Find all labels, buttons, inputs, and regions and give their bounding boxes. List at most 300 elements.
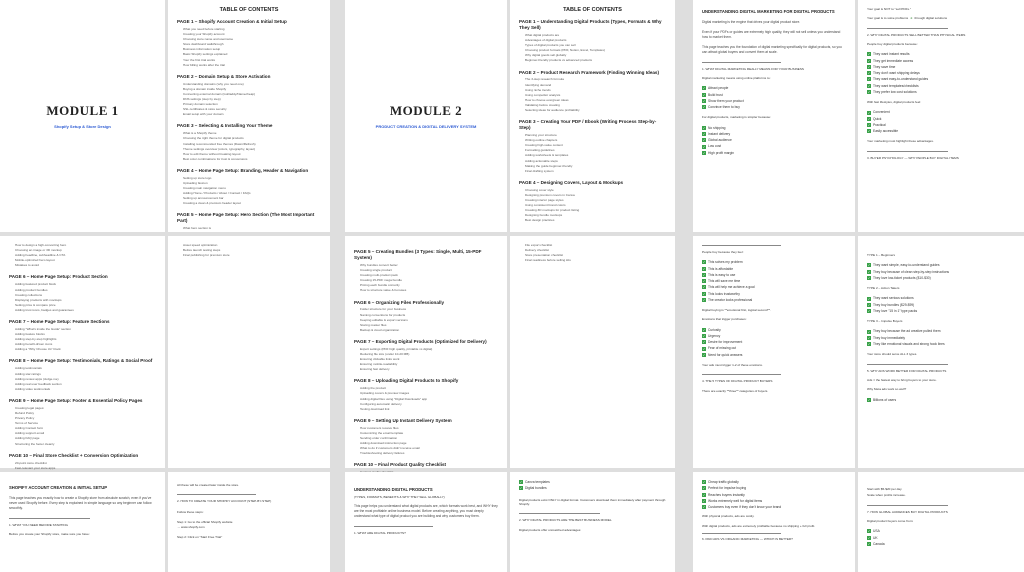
checklist-item-label: Build trust [708,92,723,97]
toc-item: Beginner-friendly products vs advanced products [525,58,593,63]
toc-section-title: PAGE 3 – Selecting & Installing Your Theme [177,123,273,129]
module-subtitle: Shopify Setup & Store Design [54,124,111,129]
label: Digital marketing means using online platforms to: [702,76,771,81]
checkmark-icon: ✓ [702,505,706,510]
toc-section-title: PAGE 9 – Setting Up Instant Delivery System [354,417,452,423]
toc-item: Customizing the email template [360,430,404,435]
divider [9,518,90,519]
label: Your goal is NOT to "sell PDFs." [867,7,911,11]
toc-item: Final publishing for premium store [183,253,230,258]
page-module-1-toc-3 [168,236,330,468]
checklist [702,259,846,303]
toc-item: The 3-step research formula [525,77,564,82]
toc-item: Setting up announcement bar [183,196,224,201]
question-heading: 1. WHAT DIGITAL MARKETING REALLY MEANS FOR YOUR BUSINESS [702,66,804,71]
label: With digital products, ads are extremely profitable because no shipping + full profit. [702,523,816,528]
checklist-item-label: They want serious solutions [873,296,914,301]
toc-item: Ensuring clickable links work [360,357,400,362]
checkmark-icon: ✓ [702,260,706,265]
checkmark-icon: ✓ [867,342,871,347]
checkmark-icon: ✓ [867,302,871,307]
divider [354,526,433,527]
toc-section-title: PAGE 2 – Product Research Framework (Finding Winning Ideas) [519,69,660,75]
checkmark-icon: ✓ [867,83,871,88]
checklist-item-label: Convince them to buy [708,105,740,110]
label: People buy digital products because: [867,41,918,46]
checklist-item-label: Attract people [708,86,729,91]
checkmark-icon: ✓ [867,535,871,540]
checkmark-icon: ✓ [702,291,706,296]
checklist-item-label: Easily accessible [873,129,899,134]
toc-item: Backup & cloud organization [360,327,400,332]
checkmark-icon: ✓ [702,480,706,485]
checklist-item-label: Customers buy even if they don't know your brand [708,505,782,509]
toc-item: Buying a domain inside Shopify [183,86,227,91]
label: With fast lifestyles, digital products feel: [867,100,921,105]
label: With physical products, ads are costly. [702,514,755,519]
toc-item: Pricing each bundle correctly [360,283,400,288]
toc-item: Creating multi-product pack [360,273,398,278]
toc-list [354,249,498,481]
toc-item: Sending order confirmation [360,435,398,440]
toc-section-title: PAGE 1 – Understanding Digital Products (Types, Formats & Why They Sell) [519,19,662,30]
toc-item: Formatting guidelines [525,148,555,153]
toc-item: Using competitor analysis [525,92,561,97]
page-module-2-cover [345,0,507,232]
checklist-item-label: Quick [873,116,882,121]
checklist-item-label: This is affordable [708,266,734,271]
toc-item: Mobile-optimized hero layout [15,258,55,263]
checklist-item-label: High profit margin [708,150,735,155]
toc-section-title: PAGE 10 – Final Store Checklist + Conversion Optimization [9,452,139,458]
checklist-item-label: Show them your product [708,98,744,103]
checkmark-icon: ✓ [702,138,706,143]
toc-item: Adding support email [15,431,45,436]
checklist-item-label: Canada [873,541,885,546]
checklist-item-label: Desire for improvement [708,340,743,345]
toc-item: How to structure value & bonuses [360,288,407,293]
checkmark-icon: ✓ [867,269,871,274]
toc-item: Creating collections [15,292,42,297]
checkmark-icon: ✓ [867,89,871,94]
toc-item: What to do if customers didn't receive email [360,446,420,451]
toc-item: What you need before starting [183,26,225,31]
page-title: UNDERSTANDING DIGITAL PRODUCTS [354,487,433,492]
checklist-item-label: They love low-ticket products ($10-$30) [873,275,931,280]
label: Digital buying is **emotional first, logical second**. [702,308,771,313]
label: Scale when profits increase. [867,493,906,498]
checkmark-icon: ✓ [702,125,706,130]
checklist [519,479,666,492]
toc-item: Connecting external domain (GoDaddy/Namecheap) [183,91,256,96]
toc-item: Troubleshooting delivery failures [360,451,405,456]
toc-item: What is a Shopify theme [183,131,217,136]
label: Digital product buyers come from: [867,518,914,523]
step: Step 1: Go to the official Shopify website [177,519,233,524]
toc-item: Displaying products with mockups [15,297,62,302]
divider [867,364,948,365]
page-understanding-digital [345,472,507,572]
checklist-item-label: This solves my problem [708,260,743,265]
checklist-item-label: Billions of users [873,397,897,402]
checkmark-icon: ✓ [867,110,871,115]
checkmark-icon: ✓ [867,71,871,76]
checklist-item-label: Reaches buyers instantly [708,492,745,497]
toc-item: Using consistent brand colors [525,203,566,208]
page-title: SHOPIFY ACCOUNT CREATION & INITIAL SETUP [9,485,108,490]
toc-item: Adding digital files using "Digital Downloads" app [360,396,428,401]
question-heading: 4. THE 5 TYPES OF DIGITAL PRODUCT BUYERS [702,379,773,384]
page-module-2-toc [510,0,675,232]
checklist [867,328,1015,347]
toc-item: Final drafting system [525,168,554,173]
checkmark-icon: ✓ [702,346,706,351]
checklist-item-label: The creator looks professional [708,297,753,302]
intro-paragraphs [702,20,846,55]
toc-list [177,19,321,231]
checklist [867,109,1015,134]
toc-item: Creating single product [360,268,392,273]
page-module-1-toc-2 [0,236,165,468]
toc-item: Installing recommended free themes (Dawn/Refresh) [183,141,256,146]
checklist-item [702,352,846,358]
checkmark-icon: ✓ [702,492,706,497]
toc-item: Adding real user feedback section [15,381,62,386]
toc-item: Terms of Service [15,421,39,426]
checklist-item-label: This will help me achieve a goal [708,285,755,290]
checklist [702,479,846,510]
checkmark-icon: ✓ [867,397,871,402]
checklist-item-label: Digital bundles [525,486,547,491]
toc-item: Planning your structure [525,133,557,138]
toc-item: DNS settings (step by step) [183,96,221,101]
module-title: MODULE 1 [46,103,119,118]
checklist [867,51,1015,95]
label-part: through digital solutions [914,16,948,21]
paragraph: Digital marketing is the engine that drives your digital product store. [702,20,801,24]
toc-item: Testing download link [360,406,390,411]
checklist [867,262,1015,281]
toc-item: Adding testimonials [15,366,42,371]
checkmark-icon: ✓ [519,486,523,491]
page-buyer-types [858,236,1024,468]
toc-section-title: PAGE 7 – Home Page Setup: Feature Sections [9,319,110,324]
toc-item: Naming conventions for products [360,312,406,317]
checklist-item-label: UK [873,535,878,540]
checklist-item [702,297,846,303]
checkmark-icon: ✓ [867,529,871,534]
page-buyer-psychology [693,236,855,468]
toc-section-title: PAGE 3 – Creating Your PDF / Ebook (Writing Process Step-by-Step) [519,119,657,131]
toc-item: How customers receive files [360,425,399,430]
toc-item: Mistakes to avoid [15,263,39,268]
checklist-item-label: They want instant results [873,52,910,57]
checklist-item-label: Low cost [708,144,722,149]
type-heading: TYPE 1 – Beginners [867,253,896,257]
checklist-item-label: Fear of missing out [708,346,737,351]
toc-list [519,19,666,223]
checklist-item-label: They don't want shipping delays [873,71,920,76]
toc-item: Adding video testimonials [15,386,51,391]
page-digital-formats [510,472,675,572]
label: Emotions that trigger purchases: [702,317,747,322]
toc-section-title: PAGE 8 – Home Page Setup: Testimonials, Ratings & Social Proof [9,358,153,364]
toc-item: Why bundles convert better [360,262,398,267]
toc-item: Adding review apps (Judge.me) [15,376,59,381]
question-heading: 2. WHY DIGITAL PRODUCTS SELL BETTER THAN PHYSICAL ITEMS [867,32,966,37]
checklist-item-label: Need for quick answers [708,352,743,357]
toc-item: Final readiness before selling kits [525,258,571,263]
toc-section-title: PAGE 2 – Domain Setup & Store Activation [177,73,271,79]
toc-item: Structuring the footer cleanly [15,441,55,446]
toc-item: How to edit theme without breaking layout [183,151,241,156]
toc-item: Adding product bundles [15,287,48,292]
toc-item: Adding trust icons, badges and guarantees [15,307,74,312]
toc-item: Creating legal pages: [15,405,45,410]
page-module-2-toc-2 [345,236,507,468]
toc-item: Reducing file size (under 10-20 MB) [360,352,410,356]
toc-section-title: PAGE 4 – Home Page Setup: Branding, Header & Navigation [177,167,309,173]
checkmark-icon: ✓ [702,266,706,271]
checklist-item-label: USA [873,529,880,534]
checklist [702,85,846,110]
checkmark-icon: ✓ [867,129,871,134]
checkmark-icon: ✓ [702,334,706,339]
toc-item: Adding feature blocks [15,332,45,337]
toc-item: Selecting ideas for audience profitability [525,108,580,113]
toc-item: How billing works after the trial [183,62,225,67]
checklist-item-label: They want templates/checklists [873,83,919,88]
item-list [9,243,156,268]
toc-item: Before launch testing steps [183,248,221,253]
toc-item: Creating main navigation menu [183,186,226,191]
label-part: Your goal is to solve problems [867,16,909,21]
toc-item: Adding step-by-step highlights [15,337,57,342]
toc-section-title: PAGE 8 – Uploading Digital Products to Shopify [354,378,459,384]
page-why-digital [858,0,1024,232]
checkmark-icon: ✓ [702,132,706,137]
toc-item: Uploading covers & preview images [360,391,410,396]
toc-section-title: PAGE 6 – Organizing Files Professionally [354,299,445,305]
divider [867,151,948,152]
checklist-item [867,397,1015,403]
toc-item: Making the guide beginner-friendly [525,163,573,168]
checklist-item-label: They want easy-to-understand guides [873,77,929,82]
checklist-item-label: Curiosity [708,327,721,332]
label: Start with $5-$20 per day. [867,487,903,491]
checkmark-icon: ✓ [867,64,871,69]
module-subtitle: PRODUCT CREATION & DIGITAL DELIVERY SYSTEM [375,124,477,129]
checklist [702,125,846,156]
label: Before you create your Shopify store, make sure you have: [9,532,90,537]
toc-section-title: PAGE 4 – Designing Covers, Layout & Mockups [519,179,624,185]
toc-item: Store dashboard walkthrough [183,42,224,47]
toc-item: Types of digital products you can sell [525,43,576,48]
checklist-item [702,504,846,510]
checkmark-icon: ✓ [702,327,706,332]
checkmark-icon: ✓ [702,297,706,302]
arrow-icon: ➜ [910,16,913,21]
question-heading: 1. WHAT YOU NEED BEFORE STARTING [9,522,69,527]
toc-item: Choosing the right theme for digital products [183,136,244,141]
label: For digital products, marketing is simpler because: [702,115,771,120]
page-digital-marketing [693,0,855,232]
checkmark-icon: ✓ [702,340,706,345]
question-heading: 2. HOW TO CREATE YOUR SHOPIFY ACCOUNT (STEP-BY-STEP) [177,499,272,504]
toc-section-title: PAGE 10 – Final Product Quality Checklist [354,462,447,468]
item-list [519,243,666,263]
checkmark-icon: ✓ [702,272,706,277]
label [867,16,1015,20]
checkmark-icon: ✓ [867,329,871,334]
checklist-item-label: Practical [873,122,886,127]
toc-section-title: PAGE 7 – Exporting Digital Products (Optimized for Delivery) [354,338,487,344]
toc-item: Your the first trial works [183,57,216,62]
checklist-item-label: Canva templates [525,480,550,484]
toc-item: Creating interior page styles [525,197,564,202]
checklist-item [702,150,846,156]
toc-item: How to design a high-converting hero [15,243,67,247]
checkmark-icon: ✓ [702,352,706,357]
toc-item: Email setup with your domain [183,112,224,117]
label: Follow these steps: [177,509,204,514]
toc-item: Why digital goods sell globally [525,53,567,58]
toc-item: Creating 15-PDF mega bundle [360,278,402,283]
toc-item: Refund Policy [15,410,35,415]
toc-item: Adding the product [360,386,386,391]
page-shopify-account [0,472,165,572]
checkmark-icon: ✓ [519,480,523,485]
toc-item: Setting price & compare price [15,302,56,307]
checklist-item-label: Instant delivery [708,131,731,136]
toc-item: Adding download instruction page [360,441,407,446]
toc-item: How to choose evergreen ideas [525,97,569,102]
checkmark-icon: ✓ [867,52,871,57]
divider [702,245,781,246]
toc-item: Basic Shopify settings explained [183,52,228,57]
divider [177,494,256,495]
toc-item: Identifying demand [525,82,552,87]
checklist-item-label: This is easy to use [708,272,736,277]
toc-item: Storing master files [360,322,387,327]
checkmark-icon: ✓ [867,309,871,314]
toc-item: Choosing cover style [525,187,554,192]
toc-item: File export checklist [525,243,553,247]
toc-item: Adding featured product block [15,282,57,287]
question-heading: 1. WHAT ARE DIGITAL PRODUCTS? [354,531,406,536]
label: Your marketing must highlight these advantages. [867,139,934,144]
checkmark-icon: ✓ [867,275,871,280]
checkmark-icon: ✓ [702,486,706,491]
toc-item: Configuring automatic delivery [360,401,402,406]
divider [867,505,948,506]
step-link: → www.shopify.com [177,525,205,530]
toc-item: Creating a clean & premium header layout [183,201,241,206]
page-module-1-toc [168,0,330,232]
page-title: UNDERSTANDING DIGITAL MARKETING FOR DIGITAL PRODUCTS [702,9,835,14]
toc-item: Business information setup [183,47,221,52]
checklist-item [867,308,1015,314]
checklist-item-label: They buy immediately [873,335,906,340]
module-title: MODULE 2 [389,103,463,118]
type-heading: TYPE 3 – Impulse Buyers [867,319,903,324]
checklist [702,327,846,358]
type-heading: TYPE 2 – Action Takers [867,286,900,291]
toc-item: Theme settings overview (colors, typography, layout) [183,146,256,151]
checklist-item [867,275,1015,281]
checkmark-icon: ✓ [702,285,706,290]
toc-item: Asset speed optimization [183,243,218,247]
checklist-item-label: Perfect for impulse buying [708,486,747,491]
toc-section-title: PAGE 1 – Shopify Account Creation & Initial Setup [177,19,287,24]
checkmark-icon: ✓ [702,144,706,149]
label: Why Meta ads work so well? [867,387,907,392]
toc-item: Adding Home / Products / About / Contact / FAQs [183,191,251,196]
checklist-item-label: They prefer low cost solutions [873,89,917,94]
toc-item: Privacy Policy [15,416,35,421]
label: Digital products exist ONLY in digital format. Customers download them immediately after payment through Shopify. [519,497,666,506]
checkmark-icon: ✓ [702,92,706,97]
toc-item: Advantages of digital products [525,38,567,43]
toc-item: Best color combinations for trust & conversions [183,156,248,161]
toc-item: Using niche trends [525,87,551,92]
toc-item: What hero section is [183,226,212,231]
toc-item: Choosing store name and username [183,37,234,42]
checklist-item [867,341,1015,347]
checklist-item [702,104,846,110]
toc-item: Best design practices [525,218,555,223]
page-module-2-toc-3 [510,236,675,468]
toc-section-title: PAGE 9 – Home Page Setup: Footer & Essential Policy Pages [9,397,143,403]
checklist-item-label: They save time [873,64,896,69]
divider [702,533,781,534]
toc-section-title: PAGE 6 – Home Page Setup: Product Section [9,274,108,280]
toc-item: Adding star ratings [15,371,41,376]
toc-item: Understanding domains (why you need one) [183,81,244,86]
divider [702,374,781,375]
toc-item: Adding actionable steps [525,158,558,163]
label: Your ads must trigger 1-2 of these emotions. [702,362,763,367]
checkmark-icon: ✓ [867,296,871,301]
page-global-audiences [858,472,1024,572]
page-ads-benefits [693,472,855,572]
checklist-item-label: They buy because of clean step-by-step instructions [873,269,950,274]
toc-item: Adding benefit-driven icons [15,342,53,347]
checklist-item-label: Global audience [708,138,732,143]
checklist-item [867,128,1015,134]
page-module-1-cover [0,0,165,232]
toc-item: Primary domain selection [183,102,218,107]
checkmark-icon: ✓ [867,77,871,82]
checklist-item-label: Urgency [708,333,721,338]
checklist-item-label: This will save me time [708,279,741,284]
toc-item: Ensuring fast delivery [360,367,390,372]
toc-item: Adding "What's inside the Guide" section [15,326,71,331]
checklist-item-label: They want simple, easy-to-understand guides [873,263,940,268]
toc-item: Designing bundle mockups [525,213,563,218]
toc-item: 20-point store checklist [15,460,47,465]
question-heading: 7. HOW GLOBAL AUDIENCES BUY DIGITAL PRODUCTS [867,509,948,514]
checklist [867,528,1015,547]
toc-item: SSL certificates & store security [183,107,227,112]
toc-list [9,274,156,475]
question-heading: 2. WHY DIGITAL PRODUCTS ARE THE BEST BUSINESS MODEL [519,518,612,523]
label: All these will be created later inside the store. [177,483,240,487]
item-list [177,243,321,258]
toc-item: Adding Contact form [15,426,44,431]
checkmark-icon: ✓ [867,123,871,128]
toc-item: Store presentation checklist [525,253,564,258]
